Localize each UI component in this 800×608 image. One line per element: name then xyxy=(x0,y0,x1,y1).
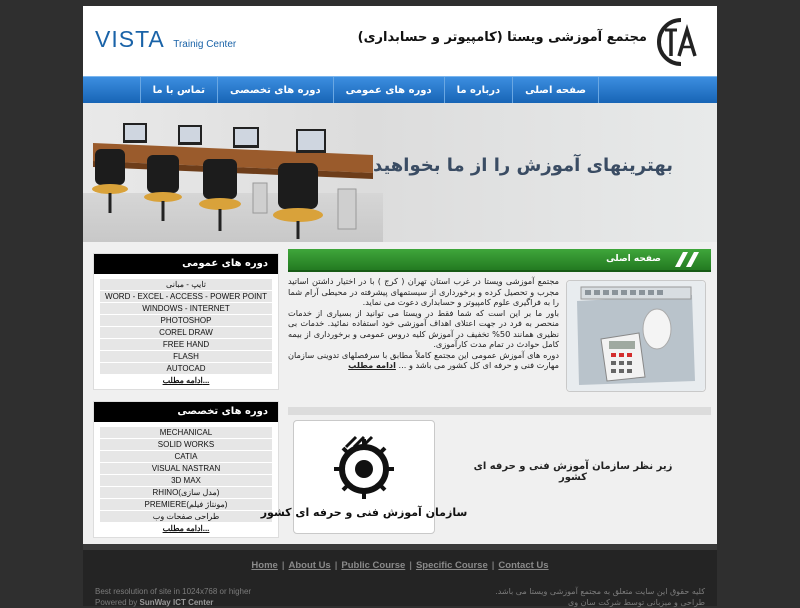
tvto-logo-icon xyxy=(260,421,468,533)
course-item[interactable]: CATIA xyxy=(100,451,272,462)
course-item[interactable]: AUTOCAD xyxy=(100,363,272,374)
nav-specific-courses[interactable]: دوره های تخصصی xyxy=(217,77,333,104)
powered-by xyxy=(95,597,251,608)
brand-title-fa: مجتمع آموزشی ویستا (کامپیوتر و حسابداری) xyxy=(357,30,647,45)
site-footer xyxy=(83,544,717,606)
footer-link-contact[interactable]: Contact Us xyxy=(498,560,549,571)
course-item[interactable]: MECHANICAL xyxy=(100,427,272,438)
general-courses-list xyxy=(94,274,278,389)
general-courses-title: دوره های عمومی xyxy=(94,254,278,274)
computer-lab-illustration xyxy=(83,103,383,242)
course-item[interactable]: FREE HAND xyxy=(100,339,272,350)
brand-subtitle: Trainig Center xyxy=(173,39,237,50)
specific-courses-box xyxy=(93,401,279,538)
intro-paragraph xyxy=(288,350,559,371)
section-title: صفحه اصلی xyxy=(606,254,661,264)
specific-courses-title: دوره های تخصصی xyxy=(94,402,278,422)
banner-slogan: بهترینهای آموزش را از ما بخواهید xyxy=(373,155,673,176)
general-courses-box xyxy=(93,253,279,390)
brand-name: VISTA xyxy=(95,26,165,52)
section-header xyxy=(288,249,711,272)
course-item[interactable]: PHOTOSHOP xyxy=(100,315,272,326)
nav-about[interactable]: درباره ما xyxy=(444,77,513,104)
course-item[interactable]: SOLID WORKS xyxy=(100,439,272,450)
hero-banner xyxy=(83,103,717,242)
product-photo xyxy=(566,280,706,392)
tvto-seal xyxy=(260,420,468,534)
course-item[interactable]: RHINO(مدل سازی) xyxy=(100,487,272,498)
footer-link-public-course[interactable]: Public Course xyxy=(341,560,406,571)
page-container xyxy=(83,6,717,607)
nav-home[interactable]: صفحه اصلی xyxy=(512,77,599,104)
site-header xyxy=(83,6,717,76)
stripes-icon xyxy=(667,252,705,267)
intro-paragraph: مجتمع آموزشی ویستا در غرب استان تهران ( کرج ) با در اختیار داشتن اساتید مجرب و تحصیل کرده و برخورداری از سیستمهای پیشرفته در محیطی آرام شما را به فراگیری علوم کامپیوتر و حسابداری دعوت می نماید. xyxy=(288,276,559,307)
footer-link-specific-course[interactable]: Specific Course xyxy=(415,560,488,571)
course-item[interactable]: VISUAL NASTRAN xyxy=(100,463,272,474)
course-item[interactable]: 3D MAX xyxy=(100,475,272,486)
course-item[interactable]: WINDOWS - INTERNET xyxy=(100,303,272,314)
course-item[interactable]: تایپ - مبانی xyxy=(100,279,272,290)
course-item[interactable]: WORD - EXCEL - ACCESS - POWER POINT xyxy=(100,291,272,302)
seal-caption: سازمان آموزش فنی و حرفه ای کشور xyxy=(260,506,468,519)
resolution-note: Best resolution of site in 1024x768 or higher xyxy=(95,587,252,596)
intro-paragraph-text: دوره های آموزش عمومی این مجتمع کاملاً مطابق با سرفصلهای تدوینی سازمان مهارت فنی و حرفه ای کل کشور می باشد و ... xyxy=(288,349,559,370)
main-navigation xyxy=(83,76,717,106)
calculator-mouse-image xyxy=(567,281,705,391)
course-item[interactable]: PREMIERE(مونتاژ فیلم) xyxy=(100,499,272,510)
footer-credits-en xyxy=(95,586,251,608)
nav-contact[interactable]: تماس با ما xyxy=(140,77,217,104)
general-courses-more-link[interactable]: ادامه مطلب... xyxy=(100,375,272,386)
powered-by-company[interactable]: SunWay ICT Center xyxy=(139,598,214,607)
specific-courses-more-link[interactable]: ادامه مطلب... xyxy=(100,523,272,534)
course-item[interactable]: COREL DRAW xyxy=(100,327,272,338)
read-more-link[interactable]: ادامه مطلب xyxy=(348,360,396,370)
specific-courses-list xyxy=(94,422,278,537)
course-item[interactable]: طراحی صفحات وب xyxy=(100,511,272,522)
vista-logo-icon[interactable] xyxy=(651,16,705,68)
copyright-fa: کلیه حقوق این سایت متعلق به مجتمع آموزشی ویستا می باشد. xyxy=(495,587,705,596)
nav-general-courses[interactable]: دوره های عمومی xyxy=(333,77,444,104)
brand-logo-en[interactable] xyxy=(95,26,236,53)
powered-by-prefix: Powered by xyxy=(95,598,138,607)
design-credit-fa: طراحی و میزبانی توسط شرکت سان وی xyxy=(568,598,705,607)
footer-credits-fa xyxy=(495,586,705,608)
intro-paragraph: باور ما بر این است که شما فقط در ویستا می توانید از بسیاری از خدمات منحصر به فرد در جهت اعتلای اهداف آموزشی خود استفاده نمائید. خدمات بی نظیری همانند 50% تخفیف در آموزش کلیه دروس عمومی و برخورداری از بیمه کامل حوادث در تمام مدت کارآموزی. xyxy=(288,307,559,349)
content-divider xyxy=(288,407,711,415)
supervision-note: زیر نظر سازمان آموزش فنی و حرفه ای کشور xyxy=(473,461,673,483)
footer-links: Home | About Us | Public Course | Specific Course | Contact Us xyxy=(251,560,549,571)
course-item[interactable]: FLASH xyxy=(100,351,272,362)
intro-text xyxy=(288,276,559,371)
footer-link-about[interactable]: About Us xyxy=(288,560,331,571)
footer-link-home[interactable]: Home xyxy=(251,560,278,571)
